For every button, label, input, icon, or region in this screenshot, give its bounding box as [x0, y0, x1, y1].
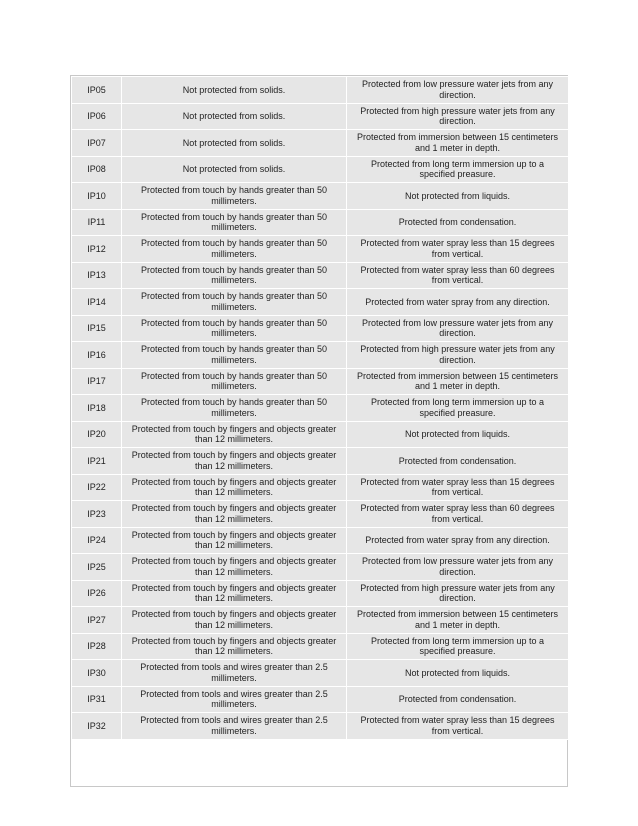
liquids-protection-cell: Protected from condensation.	[347, 448, 569, 475]
ip-code-cell: IP17	[72, 368, 122, 395]
liquids-protection-cell: Protected from condensation.	[347, 209, 569, 236]
liquids-protection-cell: Protected from immersion between 15 centimeters and 1 meter in depth.	[347, 130, 569, 157]
table-row	[72, 130, 569, 157]
table-row	[72, 660, 569, 687]
liquids-protection-cell: Protected from low pressure water jets from any direction.	[347, 554, 569, 581]
liquids-protection-cell: Protected from immersion between 15 centimeters and 1 meter in depth.	[347, 368, 569, 395]
solids-protection-cell: Not protected from solids.	[122, 77, 347, 104]
ip-rating-table	[71, 76, 569, 740]
solids-protection-cell: Protected from touch by hands greater than 50 millimeters.	[122, 236, 347, 263]
ip-code-cell: IP10	[72, 183, 122, 210]
liquids-protection-cell: Protected from long term immersion up to a specified preasure.	[347, 156, 569, 183]
table-row	[72, 607, 569, 634]
liquids-protection-cell: Not protected from liquids.	[347, 183, 569, 210]
ip-code-cell: IP31	[72, 686, 122, 713]
solids-protection-cell: Protected from touch by hands greater than 50 millimeters.	[122, 183, 347, 210]
liquids-protection-cell: Protected from long term immersion up to a specified preasure.	[347, 633, 569, 660]
table-row	[72, 209, 569, 236]
table-row	[72, 448, 569, 475]
liquids-protection-cell: Protected from high pressure water jets from any direction.	[347, 103, 569, 130]
liquids-protection-cell: Protected from water spray less than 15 degrees from vertical.	[347, 474, 569, 501]
table-row	[72, 633, 569, 660]
ip-code-cell: IP05	[72, 77, 122, 104]
table-row	[72, 342, 569, 369]
liquids-protection-cell: Protected from high pressure water jets from any direction.	[347, 580, 569, 607]
solids-protection-cell: Protected from touch by fingers and objects greater than 12 millimeters.	[122, 474, 347, 501]
solids-protection-cell: Protected from touch by hands greater than 50 millimeters.	[122, 395, 347, 422]
ip-code-cell: IP28	[72, 633, 122, 660]
liquids-protection-cell: Protected from water spray less than 15 degrees from vertical.	[347, 713, 569, 740]
ip-code-cell: IP14	[72, 289, 122, 316]
table-row	[72, 289, 569, 316]
liquids-protection-cell: Protected from water spray less than 60 degrees from vertical.	[347, 262, 569, 289]
solids-protection-cell: Protected from touch by fingers and objects greater than 12 millimeters.	[122, 580, 347, 607]
table-row	[72, 421, 569, 448]
table-row	[72, 262, 569, 289]
liquids-protection-cell: Protected from water spray from any direction.	[347, 527, 569, 554]
ip-code-cell: IP22	[72, 474, 122, 501]
solids-protection-cell: Protected from touch by fingers and objects greater than 12 millimeters.	[122, 607, 347, 634]
ip-code-cell: IP16	[72, 342, 122, 369]
solids-protection-cell: Protected from touch by fingers and objects greater than 12 millimeters.	[122, 448, 347, 475]
table-row	[72, 77, 569, 104]
solids-protection-cell: Protected from touch by hands greater than 50 millimeters.	[122, 368, 347, 395]
ip-code-cell: IP08	[72, 156, 122, 183]
ip-code-cell: IP26	[72, 580, 122, 607]
ip-code-cell: IP20	[72, 421, 122, 448]
solids-protection-cell: Protected from touch by fingers and objects greater than 12 millimeters.	[122, 633, 347, 660]
solids-protection-cell: Protected from touch by hands greater than 50 millimeters.	[122, 289, 347, 316]
solids-protection-cell: Protected from touch by hands greater than 50 millimeters.	[122, 342, 347, 369]
solids-protection-cell: Protected from touch by hands greater than 50 millimeters.	[122, 315, 347, 342]
solids-protection-cell: Protected from touch by fingers and objects greater than 12 millimeters.	[122, 501, 347, 528]
liquids-protection-cell: Protected from low pressure water jets from any direction.	[347, 315, 569, 342]
table-row	[72, 315, 569, 342]
liquids-protection-cell: Not protected from liquids.	[347, 421, 569, 448]
table-row	[72, 474, 569, 501]
solids-protection-cell: Protected from touch by fingers and objects greater than 12 millimeters.	[122, 421, 347, 448]
ip-code-cell: IP21	[72, 448, 122, 475]
ip-code-cell: IP32	[72, 713, 122, 740]
liquids-protection-cell: Not protected from liquids.	[347, 660, 569, 687]
table-row	[72, 686, 569, 713]
solids-protection-cell: Protected from touch by fingers and objects greater than 12 millimeters.	[122, 527, 347, 554]
table-row	[72, 183, 569, 210]
liquids-protection-cell: Protected from high pressure water jets from any direction.	[347, 342, 569, 369]
table-row	[72, 395, 569, 422]
solids-protection-cell: Not protected from solids.	[122, 156, 347, 183]
solids-protection-cell: Not protected from solids.	[122, 103, 347, 130]
solids-protection-cell: Protected from touch by fingers and objects greater than 12 millimeters.	[122, 554, 347, 581]
liquids-protection-cell: Protected from immersion between 15 centimeters and 1 meter in depth.	[347, 607, 569, 634]
ip-code-cell: IP15	[72, 315, 122, 342]
solids-protection-cell: Protected from touch by hands greater than 50 millimeters.	[122, 262, 347, 289]
ip-code-cell: IP11	[72, 209, 122, 236]
ip-code-cell: IP23	[72, 501, 122, 528]
solids-protection-cell: Not protected from solids.	[122, 130, 347, 157]
ip-code-cell: IP18	[72, 395, 122, 422]
solids-protection-cell: Protected from tools and wires greater than 2.5 millimeters.	[122, 713, 347, 740]
liquids-protection-cell: Protected from condensation.	[347, 686, 569, 713]
ip-code-cell: IP27	[72, 607, 122, 634]
table-row	[72, 527, 569, 554]
liquids-protection-cell: Protected from low pressure water jets from any direction.	[347, 77, 569, 104]
table-row	[72, 554, 569, 581]
ip-code-cell: IP06	[72, 103, 122, 130]
ip-code-cell: IP24	[72, 527, 122, 554]
ip-code-cell: IP12	[72, 236, 122, 263]
liquids-protection-cell: Protected from long term immersion up to a specified preasure.	[347, 395, 569, 422]
ip-code-cell: IP07	[72, 130, 122, 157]
table-row	[72, 713, 569, 740]
ip-code-cell: IP25	[72, 554, 122, 581]
table-row	[72, 156, 569, 183]
table-row	[72, 580, 569, 607]
table-row	[72, 501, 569, 528]
table-row	[72, 103, 569, 130]
liquids-protection-cell: Protected from water spray from any direction.	[347, 289, 569, 316]
liquids-protection-cell: Protected from water spray less than 60 degrees from vertical.	[347, 501, 569, 528]
ip-code-cell: IP13	[72, 262, 122, 289]
table-row	[72, 368, 569, 395]
solids-protection-cell: Protected from touch by hands greater than 50 millimeters.	[122, 209, 347, 236]
table-row	[72, 236, 569, 263]
ip-code-cell: IP30	[72, 660, 122, 687]
solids-protection-cell: Protected from tools and wires greater than 2.5 millimeters.	[122, 686, 347, 713]
ip-rating-table-body	[72, 77, 569, 740]
liquids-protection-cell: Protected from water spray less than 15 degrees from vertical.	[347, 236, 569, 263]
solids-protection-cell: Protected from tools and wires greater than 2.5 millimeters.	[122, 660, 347, 687]
